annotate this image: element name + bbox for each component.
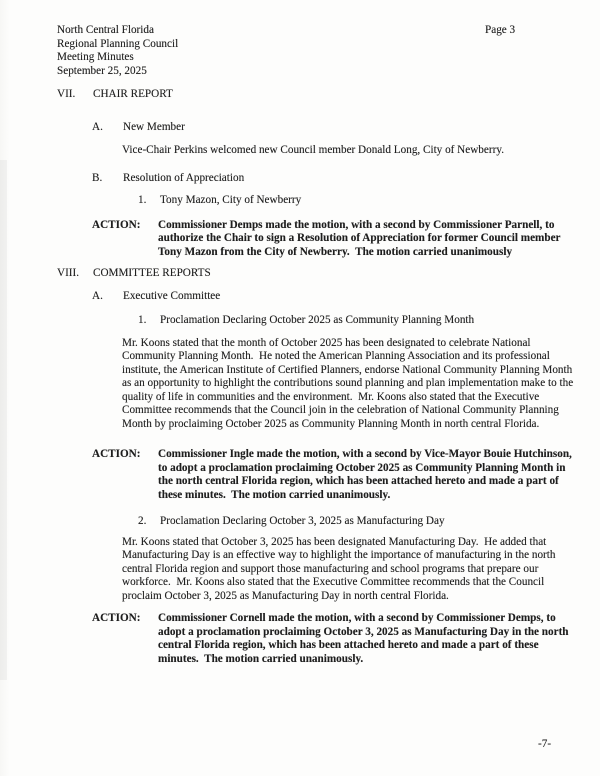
action-label: ACTION: bbox=[92, 448, 141, 460]
page-label: Page 3 bbox=[485, 24, 516, 36]
subitem-number: 1. bbox=[138, 194, 147, 206]
item-new-member bbox=[92, 121, 600, 135]
item-title: New Member bbox=[123, 120, 185, 133]
header-address-block bbox=[57, 24, 178, 78]
section-heading-committee-reports bbox=[57, 267, 600, 281]
paragraph-new-member: Vice-Chair Perkins welcomed new Council member Donald Long, City of Newberry. bbox=[122, 144, 504, 156]
section-heading-chair-report bbox=[57, 88, 600, 102]
action-label: ACTION: bbox=[92, 218, 141, 231]
subitem-title: Tony Mazon, City of Newberry bbox=[160, 194, 302, 206]
item-letter: A. bbox=[92, 289, 103, 302]
subitem-number: 2. bbox=[138, 515, 147, 527]
page-number-footer: -7- bbox=[538, 738, 552, 750]
item-letter: A. bbox=[92, 120, 103, 133]
subitem-planning-month bbox=[138, 314, 600, 328]
section-title: COMMITTEE REPORTS bbox=[93, 267, 211, 279]
action-block-planning-month bbox=[92, 448, 600, 502]
header-line-date: September 25, 2025 bbox=[57, 64, 147, 77]
item-resolution-appreciation bbox=[92, 172, 600, 186]
action-text: Commissioner Cornell made the motion, with a second by Commissioner Demps, to adopt a proclamation proclaiming October 3, 2025 as Manufacturing Day in the north central Florida region, which has been attached hereto and made a part of these minutes. The motion carried unanimously. bbox=[158, 612, 572, 665]
subitem-title: Proclamation Declaring October 3, 2025 as Manufacturing Day bbox=[160, 515, 445, 527]
item-title: Executive Committee bbox=[123, 289, 221, 302]
subitem-title: Proclamation Declaring October 2025 as Community Planning Month bbox=[160, 314, 475, 326]
header-line-council: Regional Planning Council bbox=[57, 37, 179, 50]
paragraph-planning-month: Mr. Koons stated that the month of October 2025 has been designated to celebrate National Community Planning Month. He noted the American Planning Association and its professional institute, the American Institute of Certified Planners, endorse National Community Planning Month as an opportunity to highlight the contributions sound planning and plan implementation make to the quality of life in communities and the environment. Mr. Koons also stated that the Executive Committee recommends that the Council join in the celebration of National Community Planning Month by proclaiming October 2025 as Community Planning Month in north central Florida. bbox=[122, 336, 576, 430]
header-line-org: North Central Florida bbox=[57, 24, 154, 36]
subitem-number: 1. bbox=[138, 314, 147, 326]
subitem-tony-mazon bbox=[138, 194, 600, 208]
scan-artifact bbox=[0, 160, 7, 680]
paragraph-manufacturing-day: Mr. Koons stated that October 3, 2025 has been designated Manufacturing Day. He added that Manufacturing Day is an effective way to highlight the importance of manufacturing in the north central Florida region and support those manufacturing and school programs that prepare our workforce. Mr. Koons also stated that the Executive Committee recommends that the Council proclaim October 3, 2025 as Manufacturing Day in north central Florida. bbox=[122, 535, 559, 602]
item-letter: B. bbox=[92, 171, 103, 184]
section-number: VIII. bbox=[57, 267, 80, 279]
header-line-doc-type: Meeting Minutes bbox=[57, 51, 134, 63]
section-number: VII. bbox=[57, 88, 76, 100]
action-block-manufacturing-day bbox=[92, 612, 600, 666]
item-title: Resolution of Appreciation bbox=[123, 171, 245, 184]
item-executive-committee bbox=[92, 290, 600, 304]
action-text: Commissioner Ingle made the motion, with a second by Vice-Mayor Bouie Hutchinson, to adopt a proclamation proclaiming October 2025 as Community Planning Month in the north central Florida region, which has been attached hereto and made a part of these minutes. The motion carried unanimously. bbox=[158, 448, 575, 501]
subitem-manufacturing-day bbox=[138, 515, 600, 529]
section-title: CHAIR REPORT bbox=[93, 88, 173, 100]
action-block-resolution bbox=[92, 219, 600, 260]
action-text: Commissioner Demps made the motion, with a second by Commissioner Parnell, to authorize the Chair to sign a Resolution of Appreciation for former Council member Tony Mazon from the City of Newberry. The motion carried unanimously bbox=[158, 218, 563, 258]
action-label: ACTION: bbox=[92, 612, 141, 624]
